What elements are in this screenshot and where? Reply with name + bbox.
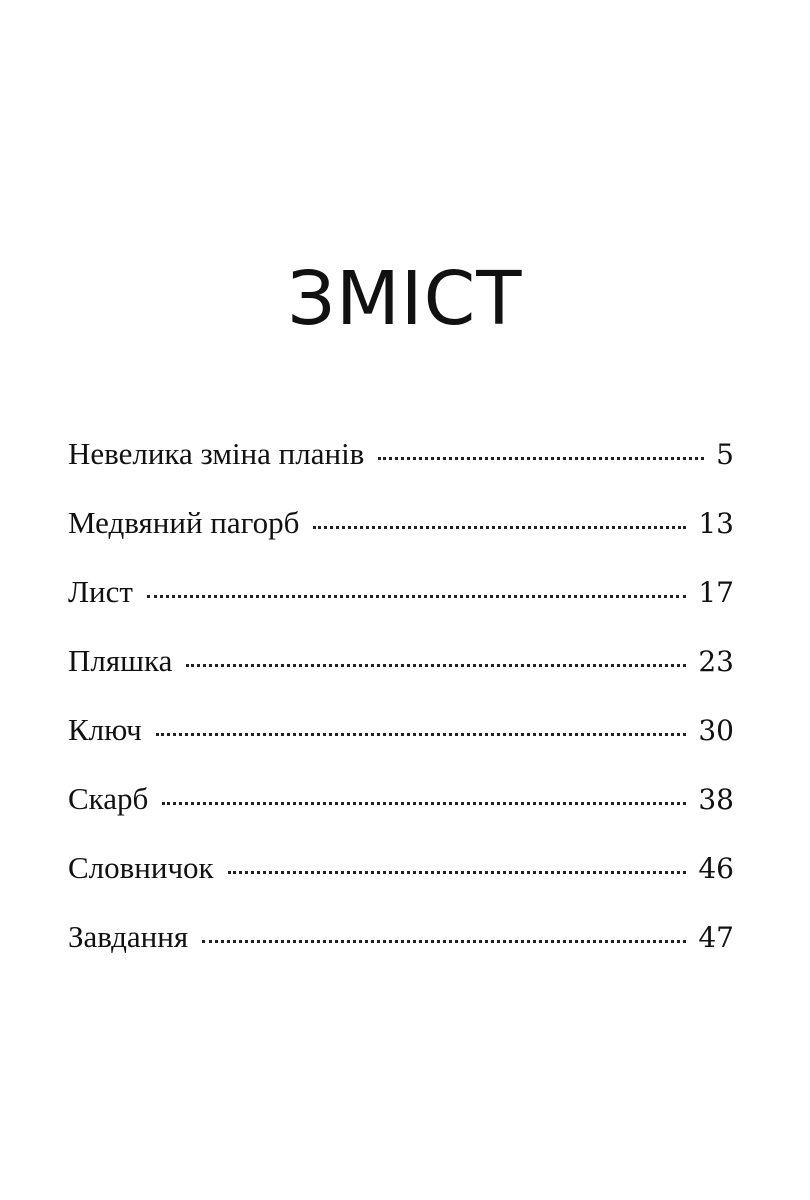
toc-dot-leader [202, 940, 686, 943]
toc-entry-title: Невелика зміна планів [68, 436, 365, 471]
toc-entry-title: Скарб [68, 781, 149, 816]
toc-entry-title: Лист [68, 574, 133, 609]
toc-page-number: 46 [698, 852, 734, 885]
toc-entry-title: Завдання [68, 919, 189, 954]
toc-entry [68, 507, 734, 576]
toc-page-number: 47 [698, 921, 734, 954]
table-of-contents [68, 438, 734, 990]
toc-page-number: 5 [716, 438, 734, 471]
toc-dot-leader [378, 457, 704, 460]
toc-entry [68, 852, 734, 921]
toc-entry [68, 438, 734, 507]
toc-page-number: 23 [698, 645, 734, 678]
toc-dot-leader [147, 595, 686, 598]
toc-page-number: 13 [698, 507, 734, 540]
toc-dot-leader [156, 733, 687, 736]
toc-entry [68, 714, 734, 783]
toc-entry-title: Пляшка [68, 643, 173, 678]
toc-entry [68, 645, 734, 714]
toc-entry [68, 576, 734, 645]
toc-page-number: 38 [698, 783, 734, 816]
toc-entry-title: Ключ [68, 712, 142, 747]
toc-dot-leader [313, 526, 686, 529]
toc-dot-leader [228, 871, 687, 874]
toc-entry-title: Словничок [68, 850, 214, 885]
toc-dot-leader [186, 664, 686, 667]
toc-entry [68, 783, 734, 852]
toc-page-number: 17 [698, 576, 734, 609]
toc-dot-leader [162, 802, 686, 805]
page-title: ЗМІСТ [287, 256, 523, 342]
toc-entry-title: Медвяний пагорб [68, 505, 300, 540]
toc-page-number: 30 [698, 714, 734, 747]
toc-entry [68, 921, 734, 990]
